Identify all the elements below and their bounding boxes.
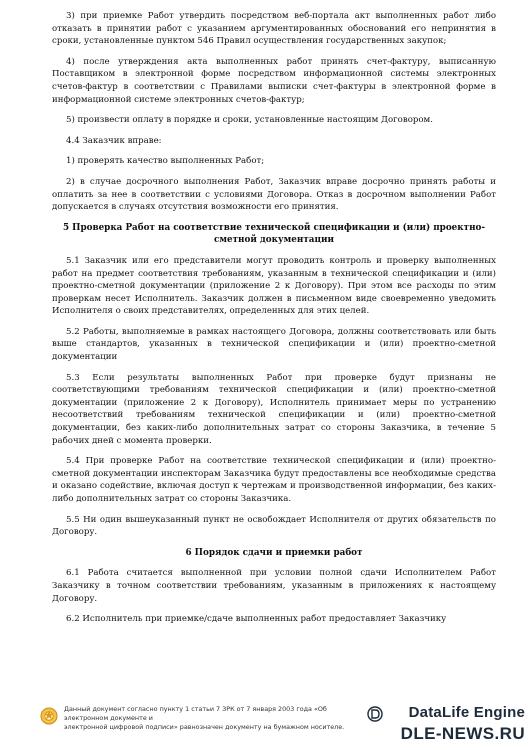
- paragraph-6-2: 6.2 Исполнитель при приемке/сдаче выполненных работ предоставляет Заказчику: [66, 614, 447, 625]
- section-5-heading: 5 Проверка Работ на соответствие технической спецификации и (или) проектно-сметной документации: [62, 222, 486, 246]
- document-footer: [0, 700, 531, 750]
- paragraph-4-4-1: 1) проверять качество выполненных Работ;: [66, 156, 265, 167]
- paragraph-5-2: 5.2 Работы, выполняемые в рамках настоящего Договора, должны соответствовать или быть выше стандартов, указанных в технической спецификации и (или) проектно-сметной документации: [52, 326, 496, 363]
- document-body: [52, 10, 496, 634]
- paragraph-5-5: 5.5 Ни один вышеуказанный пункт не освобождает Исполнителя от других обязательств по Договору.: [52, 514, 496, 538]
- egov-seal-icon: [40, 707, 58, 725]
- watermark-line-1: DataLife Engine: [408, 704, 525, 721]
- watermark-line-2: DLE-NEWS.RU: [400, 724, 525, 743]
- section-6-heading: 6 Порядок сдачи и приемки работ: [185, 547, 363, 558]
- paragraph-5-4: 5.4 При проверке Работ на соответствие технической спецификации и (или) проектно-сметной документации инспекторам Заказчика будут предоставлены все необходимые средства и оказано содействие, включая доступ к чертежам и производственной информации, без каких-либо дополнительных затрат со стороны Заказчика.: [52, 456, 496, 504]
- footer-line-2: электронной цифровой подписи» равнозначен документу на бумажном носителе.: [64, 723, 345, 731]
- paragraph-4-4-2: 2) в случае досрочного выполнения Работ, Заказчик вправе досрочно принять работы и оплатить за нее в соответствии с условиями Договора. Отказ в досрочном выполнении Работ допускается в случаях отсутствия возможности его принятия.: [52, 176, 496, 213]
- footer-legal-text: [64, 705, 364, 732]
- paragraph-5-1: 5.1 Заказчик или его представители могут проводить контроль и проверку выполненных работ на предмет соответствия требованиям, указанным в технической спецификации и (или) проектно-сметной документации (приложение 2 к Договору). При этом все расходы по этим проверкам несет Исполнитель. Заказчик должен в письменном виде своевременно уведомить Исполнителя о своих представителях, определенных для этих целей.: [52, 255, 496, 317]
- paragraph-4-3-4: 4) после утверждения акта выполненных работ принять счет-фактуру, выписанную Поставщиком в электронной форме посредством информационной системы электронных счетов-фактур в соответствии с Правилами выписки счет-фактуры в электронной форме в информационной системе электронных счетов-фактур;: [52, 56, 496, 105]
- paragraph-4-3-3: 3) при приемке Работ утвердить посредством веб-портала акт выполненных работ либо отказать в принятии работ с указанием аргументированных обоснований его непринятия в сроки, установленные пунктом 546 Правил осуществления государственных закупок;: [52, 11, 496, 47]
- paragraph-4-4: 4.4 Заказчик вправе:: [66, 135, 162, 146]
- paragraph-4-3-5: 5) произвести оплату в порядке и сроки, установленные настоящим Договором.: [66, 115, 433, 126]
- paragraph-6-1: 6.1 Работа считается выполненной при условии полной сдачи Исполнителем Работ Заказчику в точном соответствии требованиям, указанным в приложениях к настоящему Договору.: [52, 568, 496, 604]
- dle-logo-icon: [367, 706, 383, 722]
- paragraph-5-3: 5.3 Если результаты выполненных Работ при проверке будут признаны не соответствующими требованиям технической спецификации и (или) проектно-сметной документации (приложение 2 к Договору), Исполнитель принимает меры по устранению несоответствий требованиям технической спецификации и (или) проектно-сметной документации, без каких-либо дополнительных затрат со стороны Заказчика, в течение 5 рабочих дней с момента проверки.: [52, 372, 496, 446]
- footer-line-1: Данный документ согласно пункту 1 статьи 7 ЗРК от 7 января 2003 года «Об электронном документе и: [64, 705, 327, 722]
